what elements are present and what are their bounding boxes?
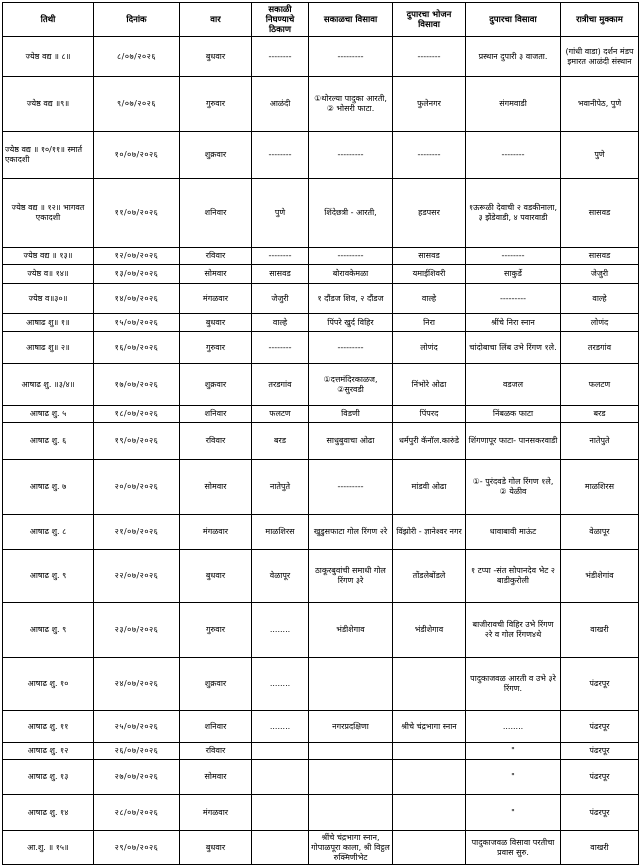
table-row (3, 795, 639, 831)
afternoon-cell: " (466, 795, 561, 831)
day-cell: रविवार (180, 743, 252, 760)
depart-cell: -------- (252, 37, 309, 77)
night-cell: पंढरपूर (561, 795, 639, 831)
lunch-cell (393, 658, 466, 711)
tithi-cell: आषाढ शु. १२ (3, 743, 94, 760)
tithi-cell: आषाढ शु. ६ (3, 423, 94, 460)
lunch-cell: धर्मपुरी कॅनॉल.कारुंडे (393, 423, 466, 460)
tithi-cell: ज्येष्ठ वद्य ॥ १०/११॥ स्मार्त एकादशी (3, 132, 94, 179)
col-header-depart: सकाळी निघण्याचे ठिकाण (252, 3, 309, 37)
afternoon-cell: धावाबावी माऊंट (466, 515, 561, 550)
tithi-cell: आषाढ शु. १० (3, 658, 94, 711)
table-row (3, 743, 639, 760)
lunch-cell (393, 743, 466, 760)
day-cell: सोमवार (180, 760, 252, 795)
depart-cell: ........ (252, 711, 309, 743)
afternoon-cell: साकुर्डे (466, 265, 561, 284)
depart-cell: -------- (252, 132, 309, 179)
afternoon-cell: वडजल (466, 364, 561, 406)
morning-cell (309, 658, 393, 711)
day-cell: बुधवार (180, 831, 252, 865)
table-row (3, 179, 639, 248)
depart-cell: नातेपुते (252, 460, 309, 515)
morning-cell: पिंपरे खुर्द विहिर (309, 314, 393, 332)
date-cell: १५/०७/२०२६ (94, 314, 180, 332)
lunch-cell: पिंपरद (393, 406, 466, 423)
date-cell: २८/०७/२०२६ (94, 795, 180, 831)
depart-cell: तरडगांव (252, 364, 309, 406)
day-cell: शनिवार (180, 711, 252, 743)
lunch-cell: यमाईशिवरी (393, 265, 466, 284)
night-cell: पंढरपूर (561, 658, 639, 711)
table-row (3, 550, 639, 603)
tithi-cell: आषाढ शु॥ १॥ (3, 314, 94, 332)
date-cell: २६/०७/२०२६ (94, 743, 180, 760)
night-cell: पंढरपूर (561, 711, 639, 743)
tithi-cell: आषाढ शु. ॥३/४॥ (3, 364, 94, 406)
afternoon-cell: ①- पुरंदवडे गोल रिंगण १ले, ② येळीव (466, 460, 561, 515)
tithi-cell: ज्येष्ठ वद्य ॥९॥ (3, 77, 94, 132)
lunch-cell: भंडीशेगाव (393, 603, 466, 658)
depart-cell: वेळापूर (252, 550, 309, 603)
morning-cell: --------- (309, 248, 393, 265)
lunch-cell: फुलेनगर (393, 77, 466, 132)
night-cell: सासवड (561, 179, 639, 248)
lunch-cell: श्रीचे चंद्रभागा स्नान (393, 711, 466, 743)
date-cell: १२/०७/२०२६ (94, 248, 180, 265)
afternoon-cell: -------- (466, 248, 561, 265)
afternoon-cell: -------- (466, 132, 561, 179)
date-cell: २९/०७/२०२६ (94, 831, 180, 865)
table-row (3, 406, 639, 423)
morning-cell: ठाकूरबुवांची समाधी गोल रिंगण ३रे (309, 550, 393, 603)
morning-cell: १ दौंडज शिव, २ दौंडज (309, 284, 393, 314)
date-cell: १०/०७/२०२६ (94, 132, 180, 179)
afternoon-cell: श्रींचे निरा स्नान (466, 314, 561, 332)
tithi-cell: आषाढ शु. १३ (3, 760, 94, 795)
depart-cell: ........ (252, 658, 309, 711)
day-cell: मंगळवार (180, 284, 252, 314)
day-cell: बुधवार (180, 550, 252, 603)
night-cell: वाल्हे (561, 284, 639, 314)
day-cell: सोमवार (180, 460, 252, 515)
depart-cell: बरड (252, 423, 309, 460)
lunch-cell: विंझोरी - ज्ञानेश्वर नगर (393, 515, 466, 550)
tithi-cell: आषाढ शु. ९ (3, 603, 94, 658)
lunch-cell (393, 795, 466, 831)
afternoon-cell: १ऊरूळी देवाची २ वडकीनाला, ३ झेंडेवाडी, ४ पवारवाडी (466, 179, 561, 248)
tithi-cell: आषाढ शु॥ २॥ (3, 332, 94, 364)
table-row (3, 284, 639, 314)
table-row (3, 460, 639, 515)
morning-cell: विडणी (309, 406, 393, 423)
day-cell: रविवार (180, 423, 252, 460)
date-cell: ८/०७/२०२६ (94, 37, 180, 77)
col-header-date: दिनांक (94, 3, 180, 37)
date-cell: १४/०७/२०२६ (94, 284, 180, 314)
table-row (3, 37, 639, 77)
date-cell: २४/०७/२०२६ (94, 658, 180, 711)
day-cell: शुक्रवार (180, 658, 252, 711)
depart-cell: फलटण (252, 406, 309, 423)
table-row (3, 515, 639, 550)
depart-cell: -------- (252, 332, 309, 364)
lunch-cell: वाल्हे (393, 284, 466, 314)
table-row (3, 132, 639, 179)
morning-cell: ①थोरल्या पादुका आरती, ② भोसरी फाटा. (309, 77, 393, 132)
date-cell: २०/०७/२०२६ (94, 460, 180, 515)
day-cell: शनिवार (180, 406, 252, 423)
table-row (3, 77, 639, 132)
lunch-cell (393, 760, 466, 795)
day-cell: सोमवार (180, 265, 252, 284)
day-cell: बुधवार (180, 37, 252, 77)
morning-cell: भंडीशेगाव (309, 603, 393, 658)
tithi-cell: आषाढ शु. ९ (3, 550, 94, 603)
morning-cell (309, 743, 393, 760)
day-cell: शुक्रवार (180, 364, 252, 406)
date-cell: ९/०७/२०२६ (94, 77, 180, 132)
date-cell: २५/०७/२०२६ (94, 711, 180, 743)
tithi-cell: आषाढ शु. ८ (3, 515, 94, 550)
night-cell: वेळापूर (561, 515, 639, 550)
day-cell: बुधवार (180, 314, 252, 332)
morning-cell: --------- (309, 132, 393, 179)
morning-cell (309, 795, 393, 831)
afternoon-cell: प्रस्थान दुपारी ३ वाजता. (466, 37, 561, 77)
night-cell: जेजुरी (561, 265, 639, 284)
night-cell: फलटण (561, 364, 639, 406)
date-cell: २२/०७/२०२६ (94, 550, 180, 603)
morning-cell: ①दत्तमंदिरकाळज, ②सुरवडी (309, 364, 393, 406)
afternoon-cell: बाजीरावची विहिर उभे रिंगण २रे व गोल रिंगण४थे (466, 603, 561, 658)
afternoon-cell: --------- (466, 284, 561, 314)
schedule-table (2, 2, 639, 865)
morning-cell: बोरावकेमळा (309, 265, 393, 284)
lunch-cell: -------- (393, 132, 466, 179)
night-cell: भवानीपेठ, पुणे (561, 77, 639, 132)
night-cell: पुणे (561, 132, 639, 179)
depart-cell: ........ (252, 603, 309, 658)
date-cell: १९/०७/२०२६ (94, 423, 180, 460)
col-header-tithi: तिथी (3, 3, 94, 37)
depart-cell: वाल्हे (252, 314, 309, 332)
tithi-cell: ज्येष्ठ व॥ १४॥ (3, 265, 94, 284)
lunch-cell: मांडवी ओढा (393, 460, 466, 515)
col-header-afternoon-rest: दुपारचा विसावा (466, 3, 561, 37)
col-header-day: वार (180, 3, 252, 37)
table-row (3, 314, 639, 332)
table-row (3, 658, 639, 711)
date-cell: ११/०७/२०२६ (94, 179, 180, 248)
lunch-cell: निरा (393, 314, 466, 332)
header-row (3, 3, 639, 37)
depart-cell: पुणे (252, 179, 309, 248)
night-cell: लोणंद (561, 314, 639, 332)
night-cell: पंढरपूर (561, 760, 639, 795)
depart-cell: माळशिरस (252, 515, 309, 550)
afternoon-cell: " (466, 743, 561, 760)
afternoon-cell: १ टप्पा -संत सोपानदेव भेट २ बाडीकुरोली (466, 550, 561, 603)
day-cell: गुरुवार (180, 77, 252, 132)
night-cell: नातेपुते (561, 423, 639, 460)
morning-cell: --------- (309, 460, 393, 515)
lunch-cell: -------- (393, 37, 466, 77)
depart-cell: आळंदी (252, 77, 309, 132)
day-cell: मंगळवार (180, 795, 252, 831)
afternoon-cell: " (466, 760, 561, 795)
lunch-cell: लोणंद (393, 332, 466, 364)
table-row (3, 423, 639, 460)
tithi-cell: आषाढ शु. १४ (3, 795, 94, 831)
col-header-morning-rest: सकाळचा विसावा (309, 3, 393, 37)
night-cell: बरड (561, 406, 639, 423)
table-row (3, 332, 639, 364)
table-row (3, 711, 639, 743)
lunch-cell: हडपसर (393, 179, 466, 248)
afternoon-cell: पादुकाजवळ आरती व उभे ३रे रिंगण. (466, 658, 561, 711)
table-row (3, 265, 639, 284)
lunch-cell: निंभोरे ओढा (393, 364, 466, 406)
depart-cell (252, 795, 309, 831)
tithi-cell: आषाढ शु. ५ (3, 406, 94, 423)
day-cell: रविवार (180, 248, 252, 265)
morning-cell (309, 760, 393, 795)
morning-cell: श्रींचे चंद्रभागा स्नान, गोपाळपूरा काला, श्री विट्ठल रुक्मिणीभेट (309, 831, 393, 865)
depart-cell: जेजुरी (252, 284, 309, 314)
morning-cell: --------- (309, 37, 393, 77)
table-row (3, 603, 639, 658)
morning-cell: शिंदेछत्री - आरती, (309, 179, 393, 248)
night-cell: भंडीशेगांव (561, 550, 639, 603)
col-header-night-stay: रात्रीचा मुक्काम (561, 3, 639, 37)
morning-cell: --------- (309, 332, 393, 364)
lunch-cell (393, 831, 466, 865)
lunch-cell: तोंडलेबोंडले (393, 550, 466, 603)
afternoon-cell: निंबळक फाटा (466, 406, 561, 423)
night-cell: वाखरी (561, 603, 639, 658)
tithi-cell: ज्येष्ठ वद्य ॥ १३॥ (3, 248, 94, 265)
table-row (3, 364, 639, 406)
night-cell: तरडगांव (561, 332, 639, 364)
afternoon-cell: पादुकाजवळ विसावा परतीचा प्रवास सुरु. (466, 831, 561, 865)
afternoon-cell: चांदोबाचा लिंब उभे रिंगण १ले. (466, 332, 561, 364)
col-header-lunch-rest: दुपारचा भोजन विसावा (393, 3, 466, 37)
date-cell: १८/०७/२०२६ (94, 406, 180, 423)
morning-cell: खुडुसफाटा गोल रिंगण २रे (309, 515, 393, 550)
day-cell: शुक्रवार (180, 132, 252, 179)
night-cell: पंढरपूर (561, 743, 639, 760)
tithi-cell: ज्येष्ठ वद्य ॥ १२॥ भागवत एकादशी (3, 179, 94, 248)
night-cell: माळशिरस (561, 460, 639, 515)
table-row (3, 248, 639, 265)
night-cell: वाखरी (561, 831, 639, 865)
tithi-cell: आ.शु. ॥ १५॥ (3, 831, 94, 865)
depart-cell (252, 743, 309, 760)
depart-cell: -------- (252, 248, 309, 265)
tithi-cell: ज्येष्ठ व॥३०॥ (3, 284, 94, 314)
date-cell: २७/०७/२०२६ (94, 760, 180, 795)
day-cell: मंगळवार (180, 515, 252, 550)
afternoon-cell: शिंगणापूर फाटा- पानसकरवाडी (466, 423, 561, 460)
depart-cell (252, 760, 309, 795)
depart-cell (252, 831, 309, 865)
tithi-cell: ज्येष्ठ वद्य ॥ ८॥ (3, 37, 94, 77)
afternoon-cell: ........ (466, 711, 561, 743)
afternoon-cell: संगमवाडी (466, 77, 561, 132)
lunch-cell: सासवड (393, 248, 466, 265)
table-row (3, 760, 639, 795)
morning-cell: नगरप्रदक्षिणा (309, 711, 393, 743)
day-cell: गुरुवार (180, 603, 252, 658)
depart-cell: सासवड (252, 265, 309, 284)
night-cell: सासवड (561, 248, 639, 265)
table-row (3, 831, 639, 865)
tithi-cell: आषाढ शु. ११ (3, 711, 94, 743)
date-cell: २३/०७/२०२६ (94, 603, 180, 658)
night-cell: (गांधी वाडा) दर्शन मंडप इमारत आळंदी संस्थान (561, 37, 639, 77)
schedule-sheet (2, 2, 638, 865)
date-cell: २१/०७/२०२६ (94, 515, 180, 550)
day-cell: शनिवार (180, 179, 252, 248)
morning-cell: साधुबुवाचा ओढा (309, 423, 393, 460)
tithi-cell: आषाढ शु. ७ (3, 460, 94, 515)
day-cell: गुरुवार (180, 332, 252, 364)
date-cell: १३/०७/२०२६ (94, 265, 180, 284)
date-cell: १६/०७/२०२६ (94, 332, 180, 364)
date-cell: १७/०७/२०२६ (94, 364, 180, 406)
